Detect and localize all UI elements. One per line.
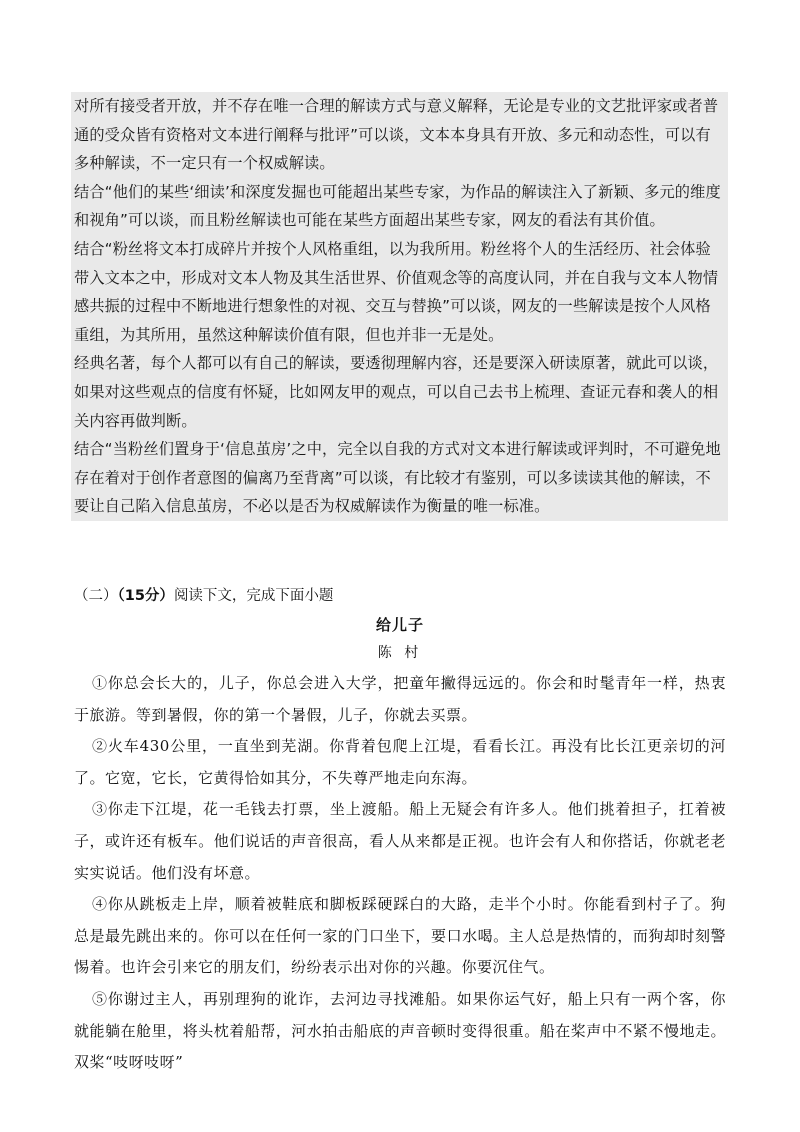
- section-heading: [74, 584, 333, 605]
- analysis-paragraph: 经典名著，每个人都可以有自己的解读，要透彻理解内容，还是要深入研读原著，就此可以谈，如果对这些观点的信度有怀疑，比如网友甲的观点，可以自己去书上梳理、查证元春和袭人的相关内容再做判断。: [74, 354, 719, 430]
- article-paragraph: ⑤你谢过主人，再别理狗的讹诈，去河边寻找滩船。如果你运气好，船上只有一两个客，你就能躺在舱里，将头枕着船帮，河水拍击船底的声音顿时变得很重。船在桨声中不紧不慢地走。双桨“吱呀吱呀”: [74, 989, 726, 1072]
- article-body: [74, 668, 726, 1079]
- analysis-paragraph: 结合“当粉丝们置身于‘信息茧房’之中，完全以自我的方式对文本进行解读或评判时，不可避免地存在着对于创作者意图的偏离乃至背离”可以谈，有比较才有鉴别，可以多读读其他的解读，不要让自己陷入信息茧房，不必以是否为权威解读作为衡量的唯一标准。: [74, 440, 721, 516]
- analysis-paragraph: 结合“他们的某些‘细读’和深度发掘也可能超出某些专家，为作品的解读注入了新颖、多元的维度和视角”可以谈，而且粉丝解读也可能在某些方面超出某些专家，网友的看法有其价值。: [74, 182, 721, 230]
- article-paragraph: ④你从跳板走上岸，顺着被鞋底和脚板踩硬踩白的大路，走半个小时。你能看到村子了。狗总是最先跳出来的。你可以在任何一家的门口坐下，要口水喝。主人总是热情的，而狗却时刻警惕着。也许会引来它的朋友们，纷纷表示出对你的兴趣。你要沉住气。: [74, 895, 726, 977]
- article-paragraph: ②火车430公里，一直坐到芜湖。你背着包爬上江堤，看看长江。再没有比长江更亲切的河了。它宽，它长，它黄得恰如其分，不失尊严地走向东海。: [74, 737, 726, 787]
- article-title: 给儿子: [375, 616, 424, 634]
- section-number: （二）: [74, 588, 118, 604]
- section-instruction: 阅读下文，完成下面小题: [173, 588, 334, 604]
- analysis-paragraph: 结合“粉丝将文本打成碎片并按个人风格重组，以为我所用。粉丝将个人的生活经历、社会体验带入文本之中，形成对文本人物及其生活世界、价值观念等的高度认同，并在自我与文本人物情感共振的过程中不断地进行想象性的对视、交互与替换”可以谈，网友的一些解读是按个人风格重组，为其所用，虽然这种解读价值有限，但也并非一无是处。: [74, 239, 719, 344]
- analysis-paragraph: 对所有接受者开放，并不存在唯一合理的解读方式与意义解释，无论是专业的文艺批评家或者普通的受众皆有资格对文本进行阐释与批评”可以谈，文本本身具有开放、多元和动态性，可以有多种解读，不一定只有一个权威解读。: [74, 97, 719, 173]
- article-author: 陈 村: [377, 645, 423, 661]
- section-score: （15分）: [117, 588, 174, 604]
- article-paragraph: ①你总会长大的，儿子，你总会进入大学，把童年撇得远远的。你会和时髦青年一样，热衷于旅游。等到暑假，你的第一个暑假，儿子，你就去买票。: [74, 674, 726, 724]
- article-paragraph: ③你走下江堤，花一毛钱去打票，坐上渡船。船上无疑会有许多人。他们挑着担子，扛着被子，或许还有板车。他们说话的声音很高，看人从来都是正视。也许会有人和你搭话，你就老老实实说话。他们没有坏意。: [74, 800, 726, 882]
- answer-analysis-block: [71, 92, 728, 521]
